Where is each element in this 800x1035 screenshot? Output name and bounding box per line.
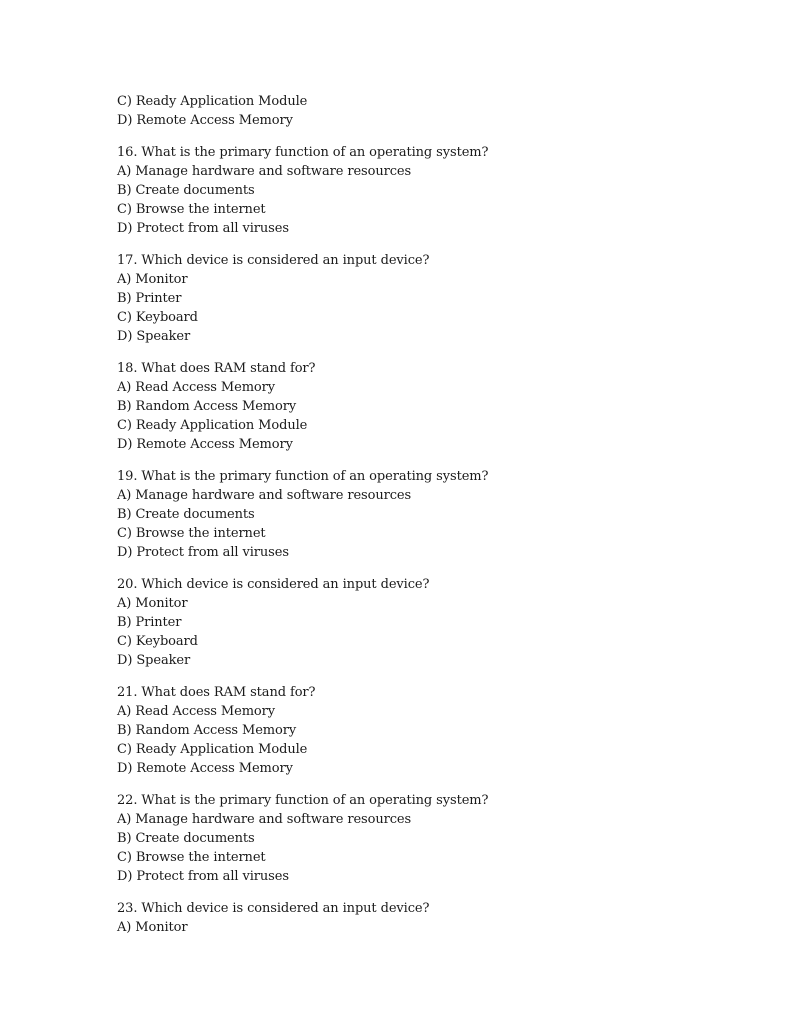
question-block-17 <box>117 251 757 346</box>
option-text: A) Manage hardware and software resources <box>117 164 412 179</box>
option-text: B) Random Access Memory <box>117 399 297 414</box>
question-block-22 <box>117 791 757 886</box>
option-text: B) Create documents <box>117 507 255 522</box>
option-text: C) Ready Application Module <box>117 418 308 433</box>
continued-options-block <box>117 92 757 130</box>
question-block-21 <box>117 683 757 778</box>
question-text: 17. Which device is considered an input device? <box>117 253 430 268</box>
option-text: C) Browse the internet <box>117 526 266 541</box>
option-text: A) Read Access Memory <box>117 704 276 719</box>
option-text: D) Speaker <box>117 329 191 344</box>
option-text: A) Monitor <box>117 272 188 287</box>
question-block-23 <box>117 899 757 937</box>
option-text: D) Protect from all viruses <box>117 221 289 236</box>
question-text: 16. What is the primary function of an operating system? <box>117 145 489 160</box>
option-text: D) Remote Access Memory <box>117 437 293 452</box>
question-block-19 <box>117 467 757 562</box>
question-block-20 <box>117 575 757 670</box>
option-text: C) Browse the internet <box>117 202 266 217</box>
question-block-16 <box>117 143 757 238</box>
question-text: 18. What does RAM stand for? <box>117 361 316 376</box>
option-text: A) Manage hardware and software resources <box>117 812 412 827</box>
question-block-18 <box>117 359 757 454</box>
option-text: C) Ready Application Module <box>117 742 308 757</box>
option-text: C) Ready Application Module <box>117 94 308 109</box>
option-text: D) Protect from all viruses <box>117 545 289 560</box>
question-text: 19. What is the primary function of an operating system? <box>117 469 489 484</box>
option-text: C) Keyboard <box>117 634 198 649</box>
option-text: C) Keyboard <box>117 310 198 325</box>
option-text: B) Random Access Memory <box>117 723 297 738</box>
option-text: A) Manage hardware and software resources <box>117 488 412 503</box>
option-text: A) Read Access Memory <box>117 380 276 395</box>
question-text: 23. Which device is considered an input device? <box>117 901 430 916</box>
option-text: D) Protect from all viruses <box>117 869 289 884</box>
option-text: D) Speaker <box>117 653 191 668</box>
option-text: A) Monitor <box>117 596 188 611</box>
option-text: C) Browse the internet <box>117 850 266 865</box>
option-text: D) Remote Access Memory <box>117 761 293 776</box>
option-text: B) Printer <box>117 615 182 630</box>
question-text: 21. What does RAM stand for? <box>117 685 316 700</box>
document-page <box>117 92 757 950</box>
option-text: B) Create documents <box>117 831 255 846</box>
option-text: B) Create documents <box>117 183 255 198</box>
question-text: 22. What is the primary function of an operating system? <box>117 793 489 808</box>
option-text: D) Remote Access Memory <box>117 113 293 128</box>
question-text: 20. Which device is considered an input device? <box>117 577 430 592</box>
option-text: A) Monitor <box>117 920 188 935</box>
option-text: B) Printer <box>117 291 182 306</box>
